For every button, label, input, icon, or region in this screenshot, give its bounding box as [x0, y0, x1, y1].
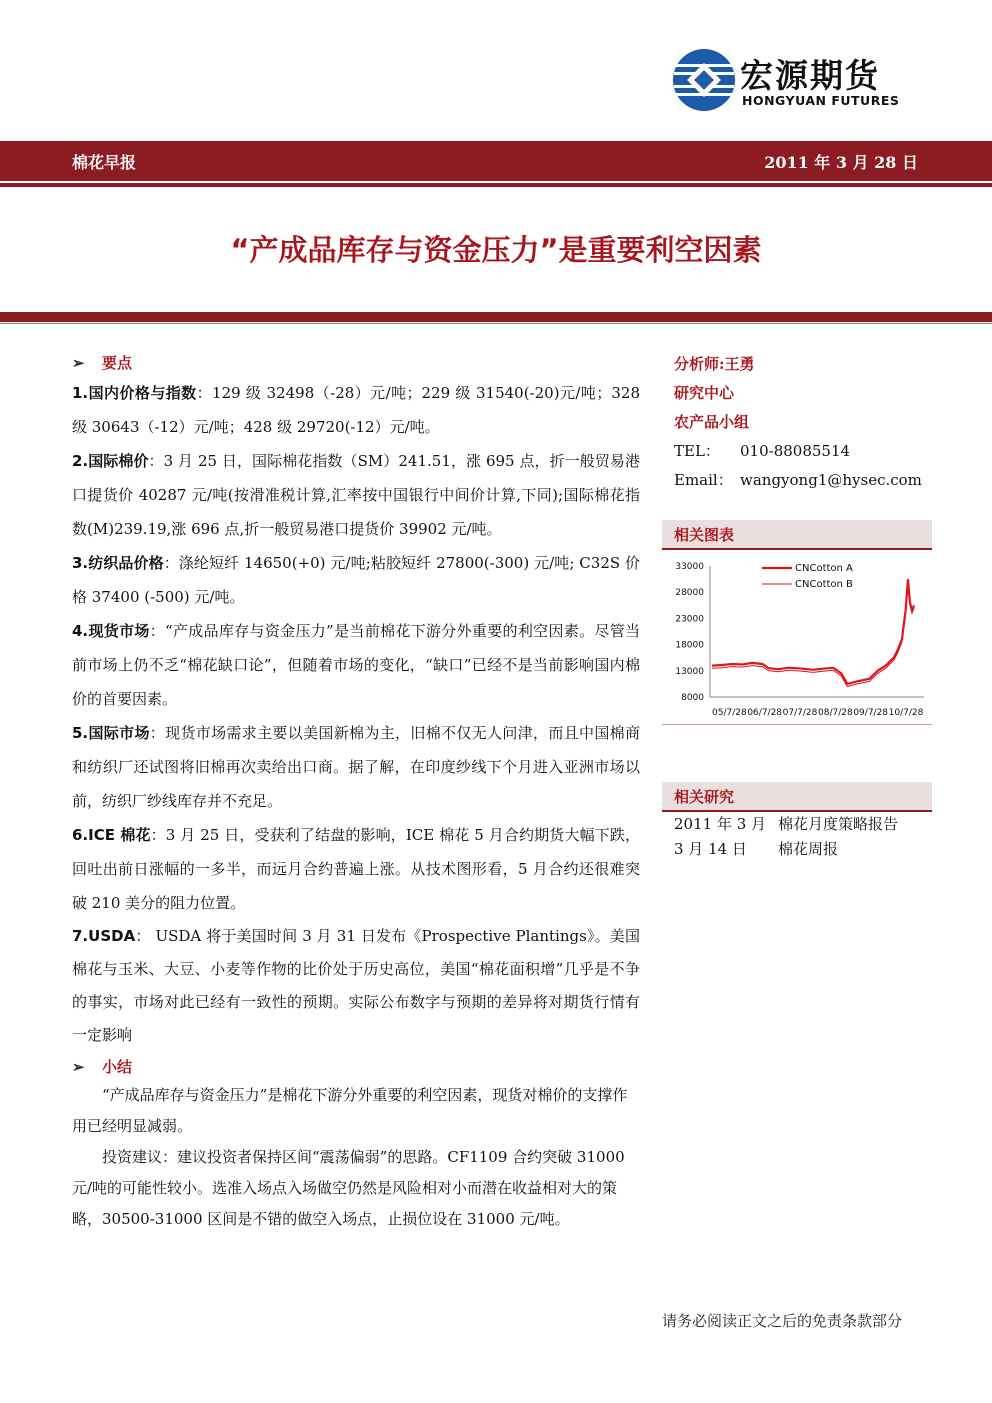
item-3: 3.纺织品价格：涤纶短纤 14650(+0) 元/吨;粘胶短纤 27800(-300) 元/吨; C32S 价格 37400 (-500) 元/吨。	[72, 554, 640, 606]
price-chart	[662, 550, 932, 720]
sidebar	[674, 350, 934, 495]
email[interactable]: Email： wangyong1@hysec.com	[674, 471, 922, 489]
related-heading-box	[662, 782, 932, 812]
phone: TEL： 010-88085514	[674, 442, 851, 460]
y-tick-label: 18000	[675, 640, 704, 651]
item-2: 2.国际棉价：3 月 25 日，国际棉花指数（SM）241.51，涨 695 点，折一般贸易港口提货价 40287 元/吨(按滑准税计算,汇率按中国银行中间价计算,下同);国际棉花指数(M)239.19,涨 696 点,折一般贸易港口提货价 39902 元/吨。	[72, 452, 640, 538]
y-tick-label: 23000	[675, 614, 704, 625]
summary-paragraph-1: “产成品库存与资金压力”是棉花下游分外重要的利空因素，现货对棉价的支撑作用已经明显减弱。	[72, 1086, 628, 1135]
x-tick-label: 06/7/28	[747, 708, 783, 718]
x-tick-label: 09/7/28	[853, 708, 889, 718]
chart-heading-box	[662, 520, 932, 550]
header-bar	[0, 141, 992, 181]
report-type: 棉花早报	[72, 153, 137, 172]
related-heading: 相关研究	[674, 788, 735, 806]
related-item[interactable]: 3 月 14 日 棉花周报	[674, 840, 839, 858]
page-title: “产成品库存与资金压力”是重要利空因素	[230, 233, 762, 267]
item-5: 5.国际市场：现货市场需求主要以美国新棉为主，旧棉不仅无人问津，而且中国棉商和纺织厂还试图将旧棉再次卖给出口商。据了解，在印度纱线下个月进入亚洲市场以前，纺织厂纱线库存并不充足。	[72, 724, 640, 810]
item-7: 7.USDA： USDA 将于美国时间 3 月 31 日发布《Prospective Plantings》。美国棉花与玉米、大豆、小麦等作物的比价处于历史高位，美国“棉花面积增”几乎是不争的事实，市场对此已经有一致性的预期。实际公布数字与预期的差异将对期货行情有一定影响	[72, 927, 640, 1044]
research-group: 农产品小组	[674, 413, 750, 431]
chart-heading: 相关图表	[674, 526, 735, 544]
key-points-heading: ➢ 要点	[72, 350, 640, 376]
item-6: 6.ICE 棉花：3 月 25 日，受获利了结盘的影响，ICE 棉花 5 月合约期货大幅下跌，回吐出前日涨幅的一多半，而远月合约普遍上涨。从技术图形看，5 月合约还很难突破 210 美分的阻力位置。	[72, 826, 640, 912]
price-chart-svg	[662, 550, 932, 720]
x-tick-label: 10/7/28	[888, 708, 924, 718]
x-tick-label: 05/7/28	[712, 708, 747, 718]
title-divider	[0, 312, 992, 322]
y-tick-label: 28000	[675, 588, 704, 599]
related-list	[674, 812, 934, 862]
item-1: 1.国内价格与指数：129 级 32498（-28）元/吨；229 级 31540(-20)元/吨；328 级 30643（-12）元/吨；428 级 29720(-12）元/吨。	[72, 384, 640, 436]
x-tick-label: 07/7/28	[782, 708, 818, 718]
arrow-bullet-icon: ➢	[72, 354, 85, 372]
y-tick-label: 33000	[675, 562, 704, 572]
summary-heading: ➢ 小结	[72, 1054, 640, 1080]
logo-emblem-icon	[672, 48, 736, 112]
title-divider-thin	[0, 323, 992, 324]
header-divider	[0, 183, 992, 187]
legend-label-b: CNCotton B	[795, 579, 853, 590]
arrow-bullet-icon: ➢	[72, 1058, 85, 1076]
main-content	[72, 350, 640, 1235]
analyst-name: 分析师:王勇	[674, 355, 755, 373]
logo-cn: 宏源期货	[740, 56, 880, 95]
series-cncotton-a	[712, 579, 914, 684]
logo-en: HONGYUAN FUTURES	[742, 93, 900, 108]
legend-label-a: CNCotton A	[795, 563, 853, 574]
disclaimer-note: 请务必阅读正文之后的免责条款部分	[661, 1312, 902, 1330]
y-tick-label: 13000	[675, 666, 704, 677]
related-item[interactable]: 2011 年 3 月 棉花月度策略报告	[674, 815, 899, 833]
summary-paragraph-2: 投资建议：建议投资者保持区间“震荡偏弱”的思路。CF1109 合约突破 31000 元/吨的可能性较小。选准入场点入场做空仍然是风险相对小而潜在收益相对大的策略，30500-31000 区间是不错的做空入场点，止损位设在 31000 元/吨。	[72, 1148, 625, 1228]
report-date: 2011 年 3 月 28 日	[764, 153, 918, 172]
y-tick-label: 8000	[681, 693, 704, 703]
company-logo	[672, 48, 922, 118]
item-4: 4.现货市场：“产成品库存与资金压力”是当前棉花下游分外重要的利空因素。尽管当前市场上仍不乏“棉花缺口论”，但随着市场的变化，“缺口”已经不是当前影响国内棉价的首要因素。	[72, 622, 641, 708]
x-tick-label: 08/7/28	[818, 708, 853, 718]
department: 研究中心	[674, 384, 735, 402]
